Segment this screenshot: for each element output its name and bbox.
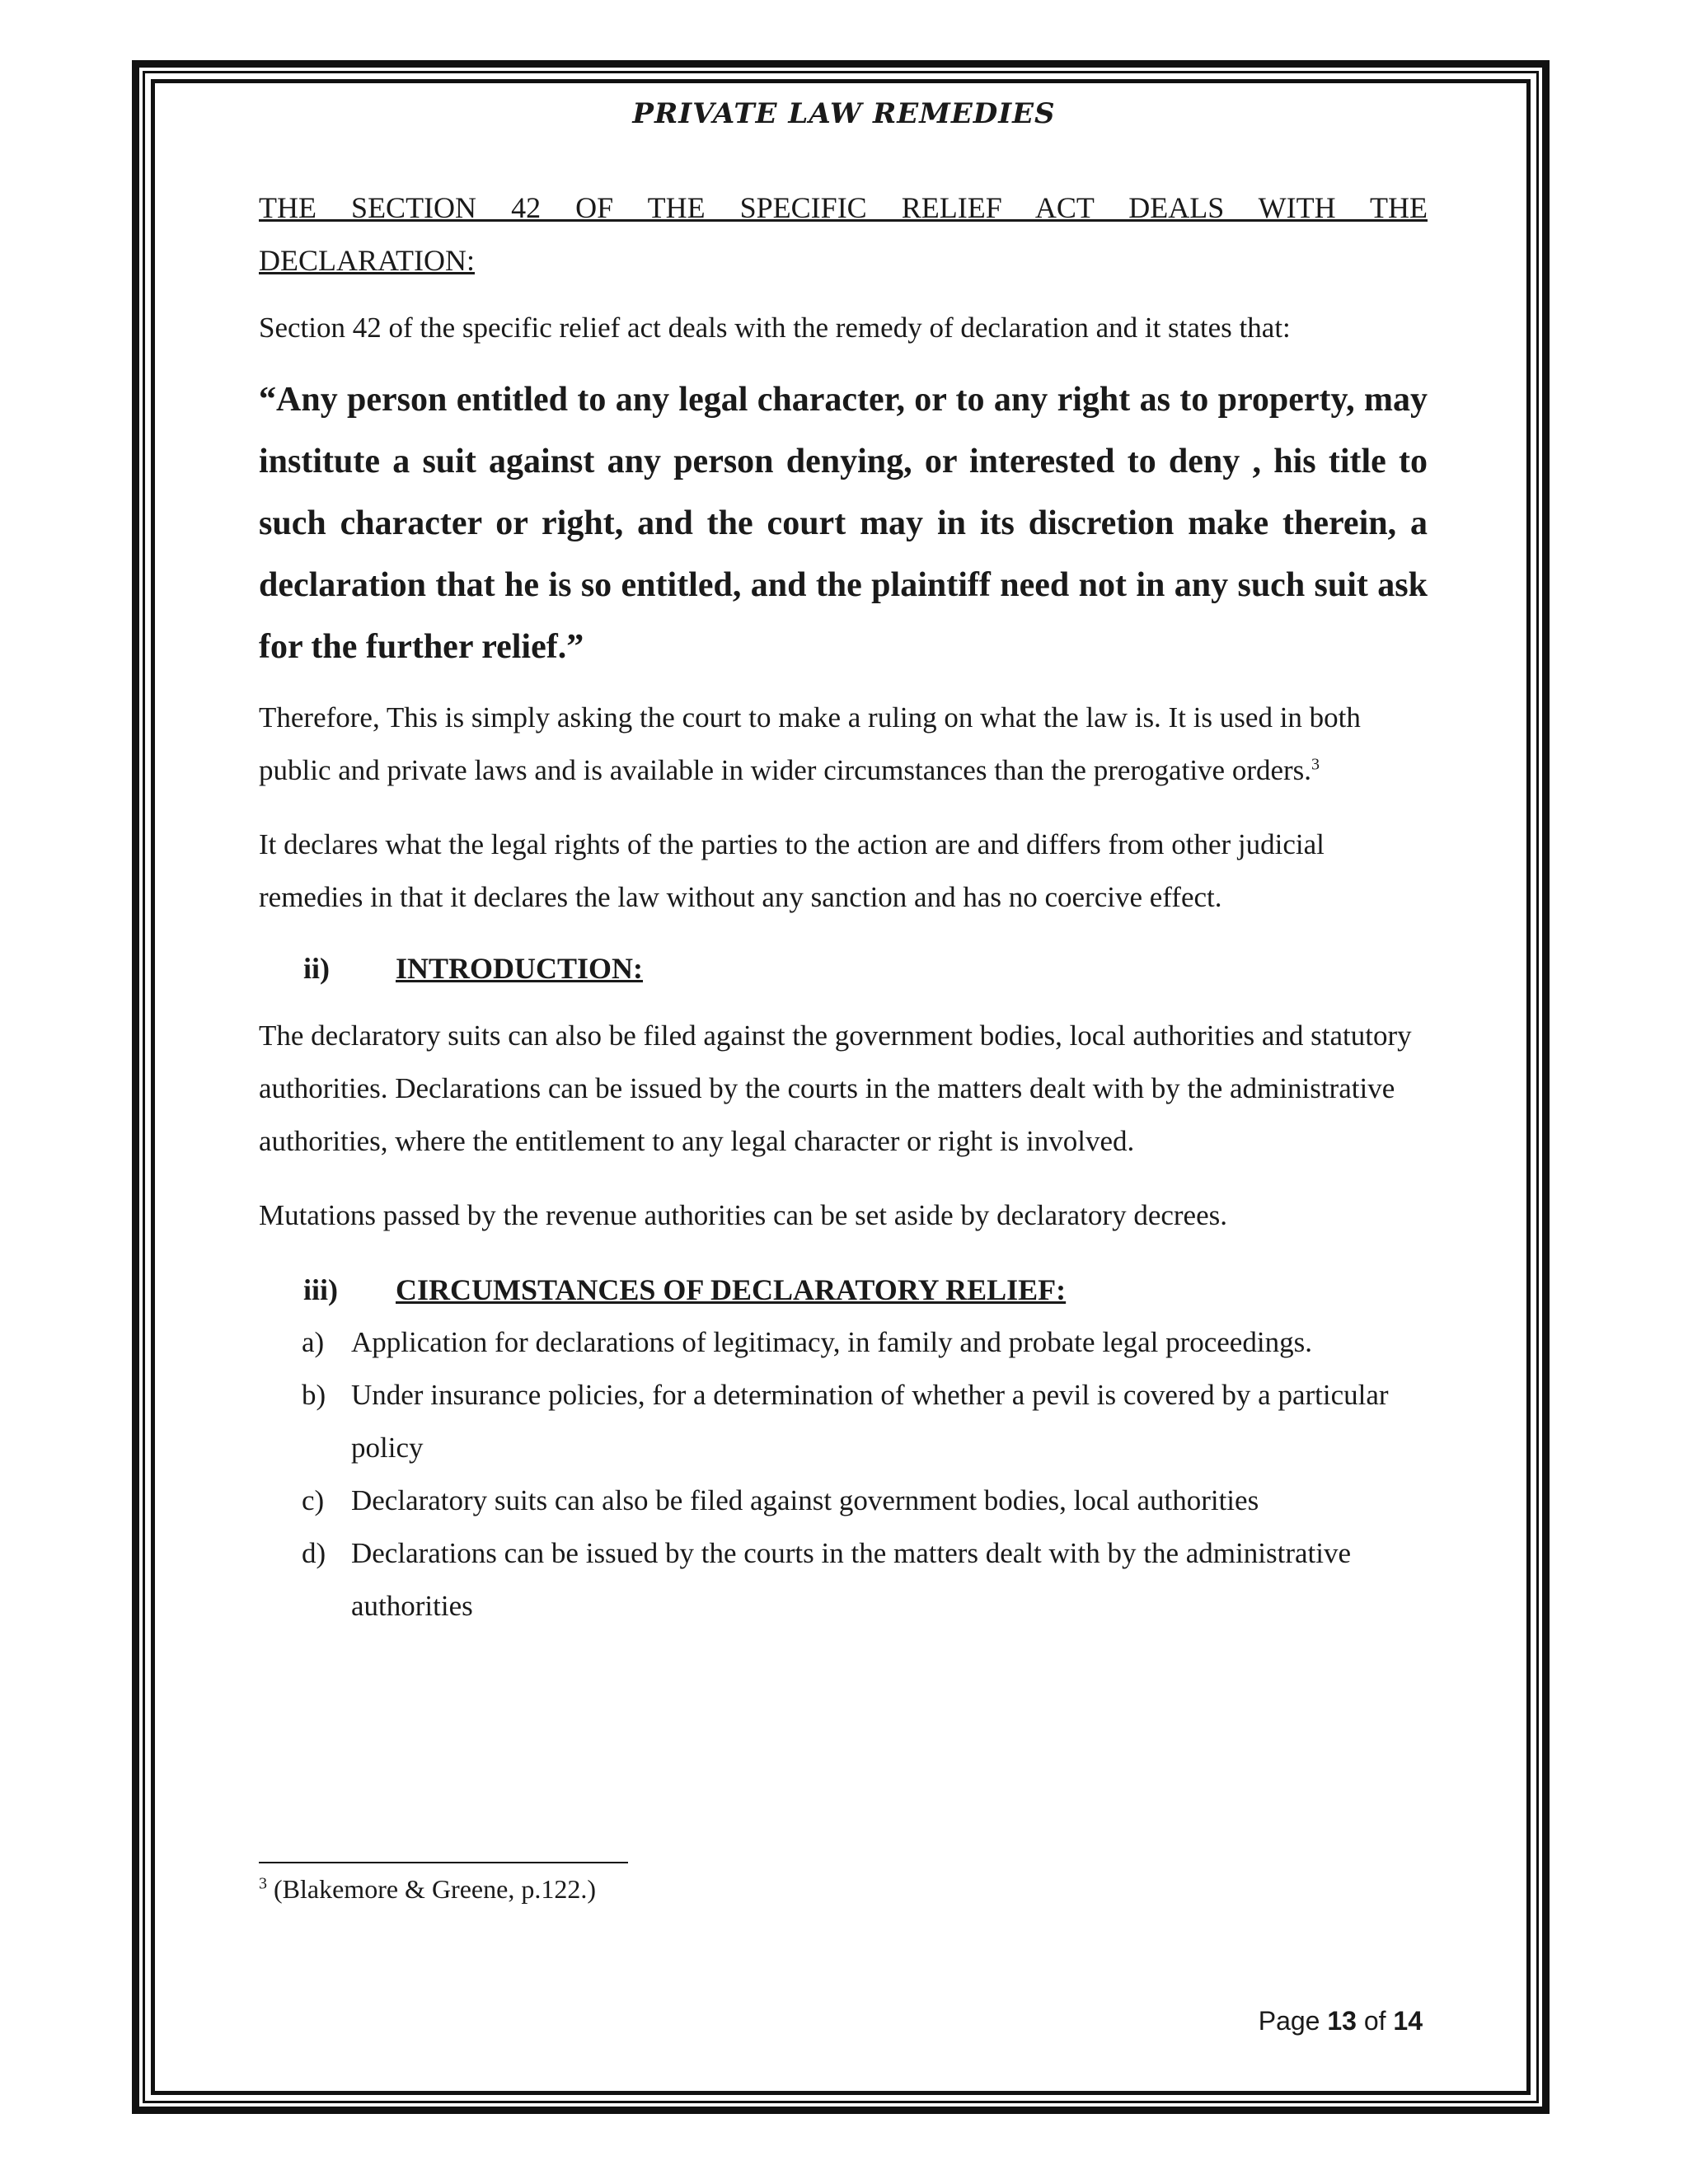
subsection-title: INTRODUCTION: — [396, 952, 644, 985]
list-item-text: Declarations can be issued by the courts in the matters dealt with by the administrative authorities — [351, 1537, 1351, 1622]
list-item-text: Under insurance policies, for a determination of whether a pevil is covered by a particular policy — [351, 1379, 1389, 1464]
footnote — [259, 1872, 596, 1905]
list-marker: a) — [302, 1326, 325, 1358]
section-heading-line-1: THE SECTION 42 OF THE SPECIFIC RELIEF ACT DEALS WITH THE — [259, 191, 1428, 224]
list-marker: d) — [302, 1537, 326, 1569]
section-heading — [259, 181, 1428, 287]
page-current: 13 — [1327, 2006, 1357, 2036]
paragraph-therefore — [259, 691, 1428, 797]
list-marker: b) — [302, 1379, 326, 1411]
footnote-number: 3 — [259, 1874, 267, 1893]
footnote-separator — [259, 1862, 628, 1863]
subsection-number: ii) — [303, 952, 330, 985]
page-content — [259, 181, 1428, 1633]
subsection-number: iii) — [303, 1273, 338, 1306]
page-total: 14 — [1393, 2006, 1423, 2036]
subsection-circumstances — [259, 1263, 1428, 1316]
page-of-label: of — [1363, 2006, 1386, 2036]
paragraph-therefore-text: Therefore, This is simply asking the court to make a ruling on what the law is. It is used in both public and private laws and is available in wider circumstances than the prerogative orders. — [259, 701, 1361, 786]
intro-paragraph: Section 42 of the specific relief act deals with the remedy of declaration and it states that: — [259, 312, 1291, 344]
section-heading-line-2: DECLARATION: — [259, 244, 475, 277]
statute-quote: “Any person entitled to any legal character, or to any right as to property, may institute a suit against any person denying, or interested to deny , his title to such character or right, and the court may in its discretion make therein, a declaration that he is so entitled, and the plaintiff need not in any such suit ask for the further relief.” — [259, 381, 1428, 666]
footnote-reference[interactable]: 3 — [1311, 755, 1320, 774]
list-item — [259, 1474, 1428, 1527]
subsection-introduction — [259, 942, 1428, 995]
circumstances-list — [259, 1316, 1428, 1633]
list-item-text: Application for declarations of legitimacy, in family and probate legal proceedings. — [351, 1326, 1312, 1358]
paragraph-declares: It declares what the legal rights of the parties to the action are and differs from other judicial remedies in that it declares the law without any sanction and has no coercive effect. — [259, 828, 1325, 913]
footnote-text: (Blakemore & Greene, p.122.) — [274, 1874, 596, 1904]
list-item — [259, 1527, 1428, 1633]
list-item-text: Declaratory suits can also be filed against government bodies, local authorities — [351, 1484, 1259, 1516]
list-marker: c) — [302, 1484, 325, 1516]
paragraph-declaratory-suits: The declaratory suits can also be filed against the government bodies, local authorities and statutory authorities. Declarations can be issued by the courts in the matters dealt with by the administrative authorities, where the entitlement to any legal character or right is involved. — [259, 1019, 1412, 1157]
page-number — [1259, 2006, 1423, 2036]
running-header: PRIVATE LAW REMEDIES — [632, 97, 1056, 130]
list-item — [259, 1316, 1428, 1369]
paragraph-mutations: Mutations passed by the revenue authorities can be set aside by declaratory decrees. — [259, 1199, 1227, 1231]
list-item — [259, 1369, 1428, 1474]
page-label: Page — [1258, 2006, 1320, 2036]
subsection-title: CIRCUMSTANCES OF DECLARATORY RELIEF: — [396, 1273, 1067, 1306]
